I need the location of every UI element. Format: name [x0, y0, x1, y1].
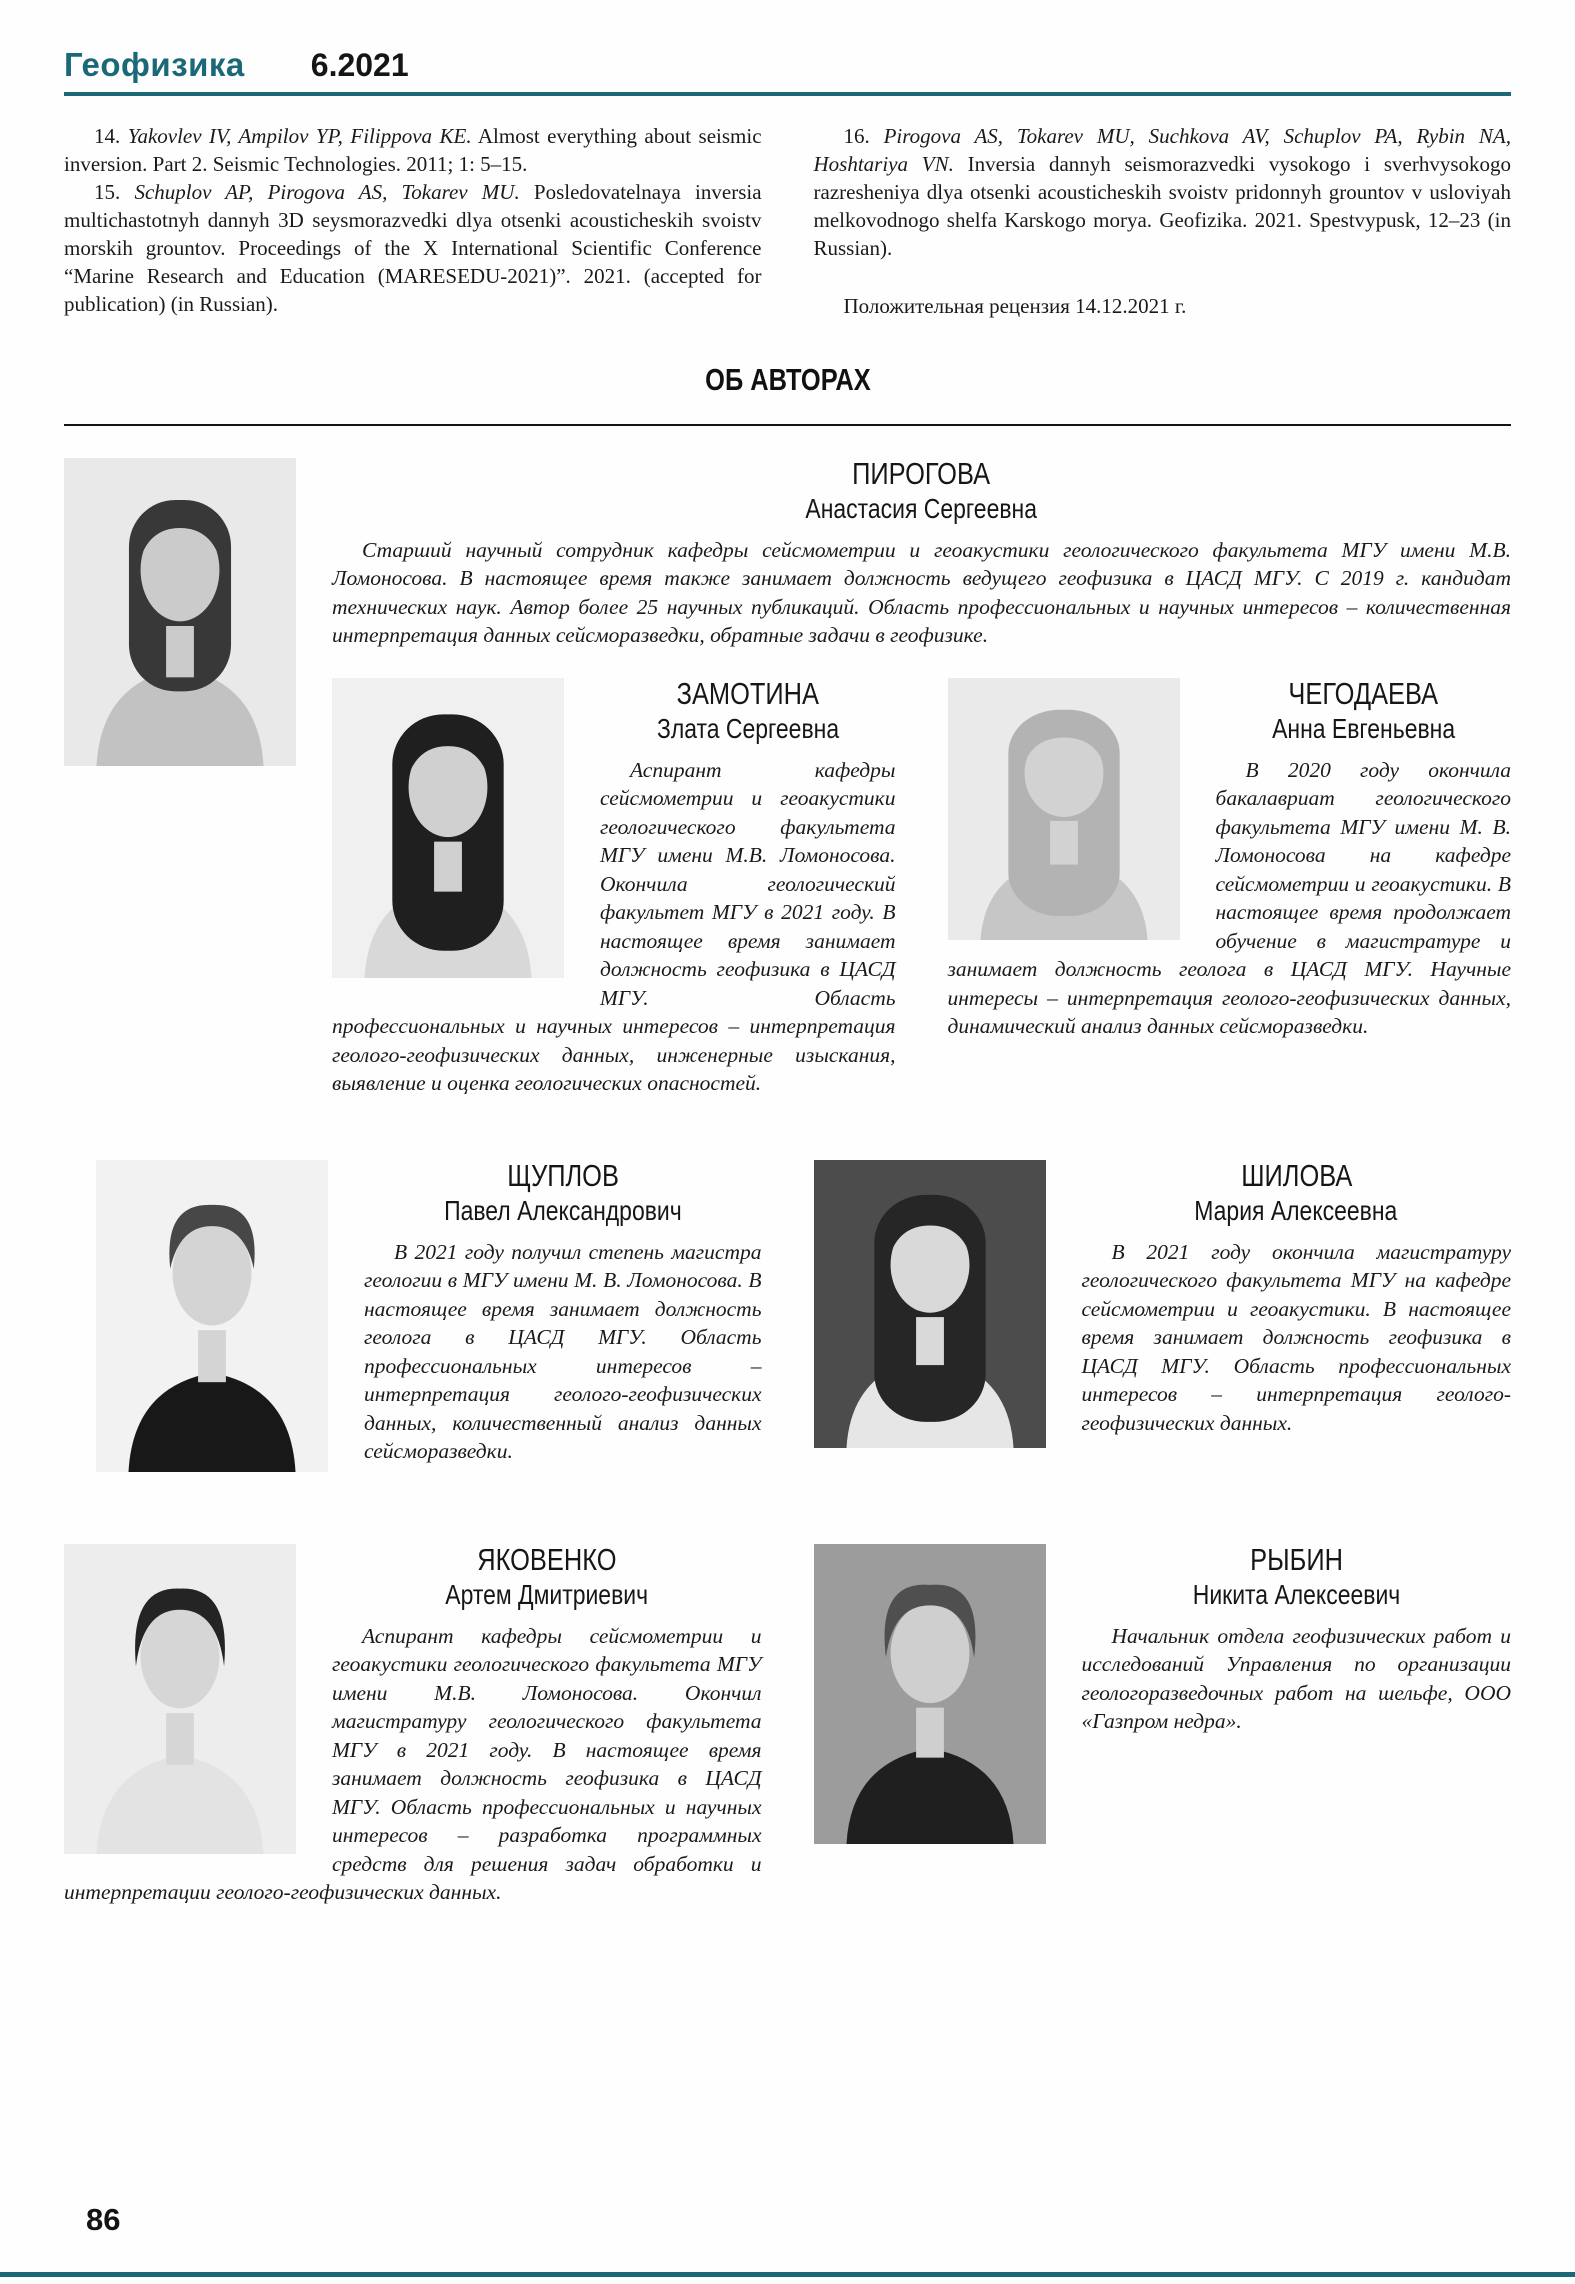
authors-row-3 — [64, 1156, 1511, 1482]
reference-text: Posledovatelnaya inversia multichastotnyh dannyh 3D seysmorazvedki dlya otsenki acousticheskih svoistv morskih grountov. Proceedings of the X International Scientific Conference “Marine Research and Education (MARESEDU-2021)”. 2021. (accepted for publication) (in Russian). — [64, 180, 762, 316]
reference-authors: Yakovlev IV, Ampilov YP, Filippova KE. — [127, 124, 472, 148]
author-given-name-text: Мария Алексеевна — [1194, 1194, 1398, 1226]
author-given-name-text: Злата Сергеевна — [656, 712, 839, 744]
reference-text: Inversia dannyh seismorazvedki vysokogo i sverhvysokogo razresheniya dlya otsenki acousticheskih svoistv pridonnyh grountov v usloviyah melkovodnogo shelfa Karskogo morya. Geofizika. 2021. Spestvypusk, 12–23 (in Russian). — [813, 152, 1512, 260]
references-right-column — [814, 122, 1512, 320]
about-authors-title-text: ОБ АВТОРАХ — [704, 362, 871, 397]
author-photo-chegodaeva — [948, 678, 1180, 940]
author-surname-text: ШИЛОВА — [1240, 1157, 1352, 1193]
author-bio: Аспирант кафедры сейсмометрии и геоакустики геологического факультета МГУ имени М.В. Ломоносова. Окончила геологический факультет МГУ в 2021 году. В настоящее время занимает должность геофизика в ЦАСД МГУ. Область профессиональных и научных интересов – интерпретация геолого-геофизических данных, инженерные изыскания, выявление и оценка геологических опасностей. — [332, 757, 896, 1096]
page-number: 86 — [86, 2202, 121, 2237]
author-bio: Начальник отдела геофизических работ и исследований Управления по организации геологоразведочных работ на шельфе, ООО «Газпром недра». — [1081, 1623, 1511, 1734]
author-surname-text: ЯКОВЕНКО — [477, 1541, 617, 1577]
author-card-chegodaeva — [948, 674, 1512, 1098]
reference-number: 14. — [94, 124, 121, 148]
title-rule — [64, 424, 1511, 426]
author-card-yakovenko — [64, 1540, 762, 1907]
author-given-name-text: Артем Дмитриевич — [445, 1578, 649, 1610]
author-card-pirogova — [64, 454, 1511, 650]
author-bio: В 2020 году окончила бакалавриат геологического факультета МГУ имени М. В. Ломоносова на кафедре сейсмометрии и геоакустики. В настоящее время продолжает обучение в магистратуре и занимает должность геолога в ЦАСД МГУ. Научные интересы – интерпретация геолого-геофизических данных, динамический анализ данных сейсморазведки. — [947, 757, 1511, 1039]
reference-item-14 — [64, 122, 762, 178]
portrait-silhouette — [64, 458, 296, 766]
portrait-silhouette — [332, 678, 564, 978]
author-photo-pirogova — [64, 458, 296, 766]
references-left-column — [64, 122, 762, 320]
portrait-silhouette — [64, 1544, 296, 1854]
portrait-silhouette — [814, 1544, 1046, 1844]
author-card-schuplov — [64, 1156, 762, 1482]
journal-title: Геофизика — [64, 46, 245, 83]
portrait-silhouette — [948, 678, 1180, 940]
reference-number: 15. — [94, 180, 121, 204]
author-surname-text: ЧЕГОДАЕВА — [1288, 675, 1439, 711]
reference-number: 16. — [843, 124, 870, 148]
author-surname-text: ЗАМОТИНА — [676, 675, 819, 711]
author-surname-text: ПИРОГОВА — [852, 455, 991, 491]
author-card-zamotina — [332, 674, 896, 1098]
reference-item-15 — [64, 178, 762, 318]
author-bio: Старший научный сотрудник кафедры сейсмометрии и геоакустики геологического факультета МГУ имени М.В. Ломоносова. В настоящее время также занимает должность ведущего геофизика в ЦАСД МГУ. С 2019 г. кандидат технических наук. Автор более 25 научных публикаций. Область профессиональных и научных интересов – количественная интерпретация данных сейсморазведки, обратные задачи в геофизике. — [332, 537, 1511, 648]
about-authors-title — [0, 362, 1575, 398]
author-photo-yakovenko — [64, 1544, 296, 1854]
references-section — [64, 122, 1511, 320]
author-given-name-text: Анна Евгеньевна — [1271, 712, 1455, 744]
author-bio: В 2021 году получил степень магистра геологии в МГУ имени М. В. Ломоносова. В настоящее время занимает должность геолога в ЦАСД МГУ. Область профессиональных интересов – интерпретация геолого-геофизических данных, количественный анализ данных сейсморазведки. — [364, 1239, 762, 1464]
author-surname-text: РЫБИН — [1249, 1541, 1343, 1577]
author-photo-rybin — [814, 1544, 1046, 1844]
author-bio: Аспирант кафедры сейсмометрии и геоакустики геологического факультета МГУ имени М.В. Ломоносова. Окончил магистратуру геологического факультета МГУ в 2021 году. В настоящее время занимает должность геофизика в ЦАСД МГУ. Область профессиональных и научных интересов – разработка программных средств для решения задач обработки и интерпретации геолого-геофизических данных. — [64, 1623, 762, 1905]
author-card-rybin — [814, 1540, 1512, 1907]
review-note: Положительная рецензия 14.12.2021 г. — [843, 294, 1187, 318]
portrait-silhouette — [814, 1160, 1046, 1448]
author-photo-shilova — [814, 1160, 1046, 1448]
author-given-name-text: Павел Александрович — [443, 1194, 682, 1226]
author-surname-text: ЩУПЛОВ — [506, 1157, 619, 1193]
reference-text: Almost everything about seismic inversion. Part 2. Seismic Technologies. 2011; 1: 5–15. — [64, 124, 762, 176]
author-photo-zamotina — [332, 678, 564, 978]
portrait-silhouette — [96, 1160, 328, 1472]
authors-row-4 — [64, 1540, 1511, 1907]
author-photo-schuplov — [96, 1160, 328, 1472]
bottom-accent-bar — [0, 2272, 1575, 2277]
journal-issue: 6.2021 — [310, 47, 409, 83]
reference-authors: Schuplov AP, Pirogova AS, Tokarev MU. — [134, 180, 520, 204]
reference-authors: Pirogova AS, Tokarev MU, Suchkova AV, Schuplov PA, Rybin NA, Hoshtariya VN. — [813, 124, 1512, 176]
authors-row-1 — [64, 454, 1511, 650]
author-card-shilova — [814, 1156, 1512, 1482]
author-bio: В 2021 году окончила магистратуру геологического факультета МГУ на кафедре сейсмометрии и геоакустики. В настоящее время занимает должность геофизика в ЦАСД МГУ. Область профессиональных интересов – интерпретация геолого-геофизических данных. — [1081, 1239, 1511, 1435]
author-given-name-text: Анастасия Сергеевна — [805, 492, 1038, 524]
authors-row-2 — [332, 674, 1511, 1098]
author-given-name-text: Никита Алексеевич — [1192, 1578, 1400, 1610]
page-header — [64, 0, 1511, 84]
header-rule — [64, 92, 1511, 96]
reference-item-16 — [814, 122, 1512, 262]
